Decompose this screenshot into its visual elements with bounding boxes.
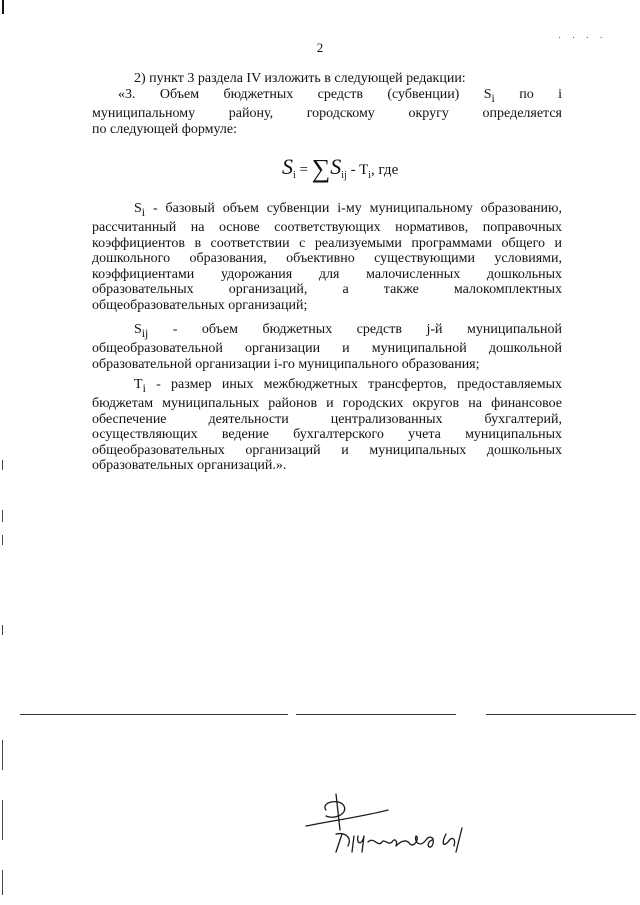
formula-sum-symbol: ∑ — [311, 154, 331, 183]
definition-line: бюджетам муниципальных районов и городских округов на финансовое — [92, 396, 562, 412]
margin-mark — [2, 460, 3, 470]
definition-first-line-text: - размер иных межбюджетных трансфертов, предоставляемых — [145, 377, 562, 392]
formula-tail-subscript: i — [368, 170, 372, 181]
formula-lhs-subscript: i — [293, 170, 296, 181]
horizontal-rule — [296, 714, 456, 715]
definition-line: образовательных организаций.». — [92, 458, 287, 474]
margin-mark — [2, 510, 3, 522]
definition-line: осуществляющих ведение бухгалтерского учета муниципальных — [92, 427, 562, 443]
horizontal-rule — [486, 714, 636, 715]
clause-line: по следующей формуле: — [92, 121, 237, 137]
definition-symbol-subscript: i — [141, 205, 146, 219]
definition-first-line-text: - базовый объем субвенции i-му муниципальному образованию, — [145, 201, 562, 216]
clause-paragraph — [92, 87, 562, 137]
clause-line: муниципальному району, городскому округу определяется — [92, 106, 562, 122]
margin-mark — [2, 740, 3, 770]
definition-first-line-text: - объем бюджетных средств j-й муниципальной — [148, 322, 562, 337]
definition-line: коэффициентами удорожания для малочисленных дошкольных — [92, 266, 562, 282]
definition-symbol: T — [134, 377, 143, 392]
clause-line — [92, 87, 562, 106]
definition-first-line — [92, 201, 562, 220]
formula — [282, 154, 398, 184]
corner-marks: · · · · — [558, 33, 607, 44]
clause-line-subscript: i — [491, 91, 495, 105]
definition-first-line — [92, 377, 562, 396]
definition-symbol: S — [134, 201, 142, 216]
margin-mark — [2, 0, 4, 14]
margin-mark — [2, 625, 3, 635]
definition-line: образовательных организаций, а также малокомплектных — [92, 282, 562, 298]
formula-rhs-subscript: ij — [341, 170, 347, 181]
definition-ti — [92, 377, 562, 474]
margin-mark — [2, 870, 3, 895]
definition-line: коэффициентов в соответствии с реализуемыми программами общего и — [92, 235, 562, 251]
definition-line: образовательной организации i-го муниципального образования; — [92, 356, 480, 372]
formula-suffix: , где — [371, 162, 399, 178]
formula-tail: - T — [346, 162, 369, 178]
definition-line: дошкольного образования, объективно существующими условиями, — [92, 251, 562, 267]
definition-symbol-subscript: ij — [141, 326, 149, 340]
definition-line: обеспечение деятельности централизованных бухгалтерий, — [92, 411, 562, 427]
definition-si — [92, 201, 562, 313]
horizontal-rule — [20, 714, 288, 715]
definition-symbol-subscript: i — [142, 381, 146, 395]
formula-rhs: S — [330, 154, 342, 179]
clause-line-tail: по i — [494, 87, 562, 102]
clause-line-text: «3. Объем бюджетных средств (субвенции) S — [118, 87, 492, 102]
formula-lhs: S — [282, 154, 293, 179]
definition-first-line — [92, 322, 562, 341]
definition-line: общеобразовательных организаций и муниципальных дошкольных — [92, 442, 562, 458]
definition-line: общеобразовательной организации и муниципальной дошкольной — [92, 341, 562, 357]
signature — [296, 790, 496, 870]
intro-paragraph: 2) пункт 3 раздела IV изложить в следующей редакции: — [134, 71, 466, 86]
definition-sij — [92, 322, 562, 372]
page-number: 2 — [316, 40, 324, 55]
margin-mark — [2, 535, 3, 545]
definition-line: общеобразовательных организаций; — [92, 297, 308, 313]
definition-line: рассчитанный на основе соответствующих нормативов, поправочных — [92, 220, 562, 236]
formula-equals: = — [295, 162, 312, 178]
definition-symbol: S — [134, 322, 142, 337]
margin-mark — [2, 800, 3, 840]
